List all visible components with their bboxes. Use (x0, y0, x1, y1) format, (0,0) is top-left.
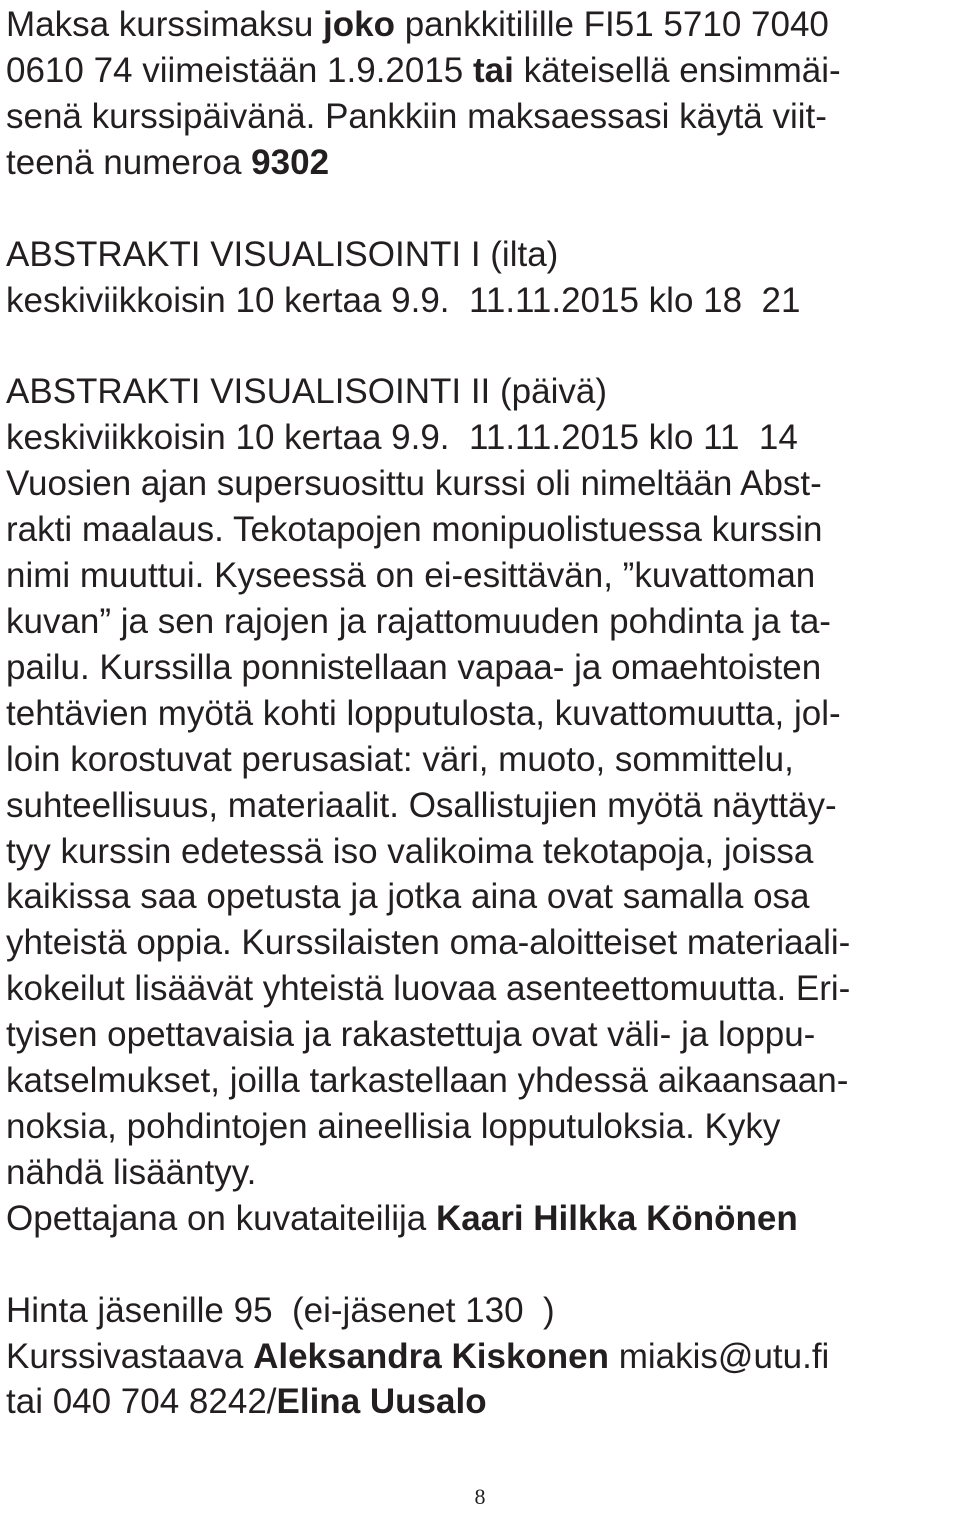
contact-line-2 (6, 1379, 950, 1425)
payment-instructions (6, 2, 950, 186)
page-number: 8 (474, 1484, 486, 1509)
description-line: loin korostuvat perusasiat: väri, muoto, sommittelu, (6, 739, 794, 779)
payment-line-3: senä kurssipäivänä. Pankkiin maksaessasi käytä viit- (6, 96, 827, 136)
description-line: pailu. Kurssilla ponnistellaan vapaa- ja omaehtoisten (6, 647, 822, 687)
description-line: suhteellisuus, materiaalit. Osallistujien myötä näyttäy- (6, 785, 837, 825)
course-2-schedule: keskiviikkoisin 10 kertaa 9.9. 11.11.2015 klo 11 14 (6, 418, 798, 458)
description-line: tehtävien myötä kohti lopputulosta, kuvattomuutta, jol- (6, 693, 841, 733)
description-line: rakti maalaus. Tekotapojen monipuolistuessa kurssin (6, 510, 823, 550)
description-line: tyy kurssin edetessä iso valikoima tekotapoja, joissa (6, 831, 814, 871)
contact-name: Aleksandra Kiskonen (253, 1336, 610, 1376)
course-1 (6, 232, 950, 324)
payment-line-2: 0610 74 viimeistään 1.9.2015 tai käteisellä ensimmäi- (6, 50, 841, 90)
description-line: katselmukset, joilla tarkastellaan yhdessä aikaansaan- (6, 1061, 849, 1101)
description-line: kaikissa saa opetusta ja jotka aina ovat samalla osa (6, 877, 810, 917)
payment-line-1: Maksa kurssimaksu joko pankkitilille FI51 5710 7040 (6, 5, 829, 44)
price-and-contact (6, 1288, 950, 1426)
contact-email: miakis@utu.fi (609, 1336, 830, 1376)
teacher-name: Kaari Hilkka Könönen (436, 1198, 798, 1238)
description-line: nimi muuttui. Kyseessä on ei-esittävän, ”kuvattoman (6, 556, 816, 596)
course-2 (6, 369, 950, 461)
course-1-schedule: keskiviikkoisin 10 kertaa 9.9. 11.11.2015 klo 18 21 (6, 280, 801, 320)
course-1-title: ABSTRAKTI VISUALISOINTI I (ilta) (6, 234, 559, 274)
price-line: Hinta jäsenille 95 (ei-jäsenet 130 ) (6, 1290, 555, 1330)
description-line: Vuosien ajan supersuosittu kurssi oli nimeltään Abst- (6, 464, 822, 504)
contact-phone: tai 040 704 8242/ (6, 1382, 277, 1422)
emphasis-tai: tai (473, 50, 514, 90)
description-line: kuvan” ja sen rajojen ja rajattomuuden pohdinta ja ta- (6, 601, 831, 641)
teacher-line: Opettajana on kuvataiteilija Kaari Hilkka Könönen (6, 1198, 798, 1238)
reference-number: 9302 (251, 142, 330, 182)
description-line: yhteistä oppia. Kurssilaisten oma-aloitteiset materiaali- (6, 923, 851, 963)
description-line: nähdä lisääntyy. (6, 1152, 257, 1192)
payment-line-4: teenä numeroa 9302 (6, 142, 330, 182)
course-description (6, 461, 950, 1196)
description-line: noksia, pohdintojen aineellisia lopputuloksia. Kyky (6, 1106, 781, 1146)
course-2-title: ABSTRAKTI VISUALISOINTI II (päivä) (6, 372, 607, 412)
contact-line-1: Kurssivastaava Aleksandra Kiskonen miakis@utu.fi (6, 1336, 830, 1376)
description-line: kokeilut lisäävät yhteistä luovaa asenteettomuutta. Eri- (6, 969, 851, 1009)
contact-alt-name: Elina Uusalo (276, 1382, 487, 1422)
description-line: tyisen opettavaisia ja rakastettuja ovat väli- ja loppu- (6, 1015, 816, 1055)
emphasis-joko: joko (323, 5, 395, 44)
